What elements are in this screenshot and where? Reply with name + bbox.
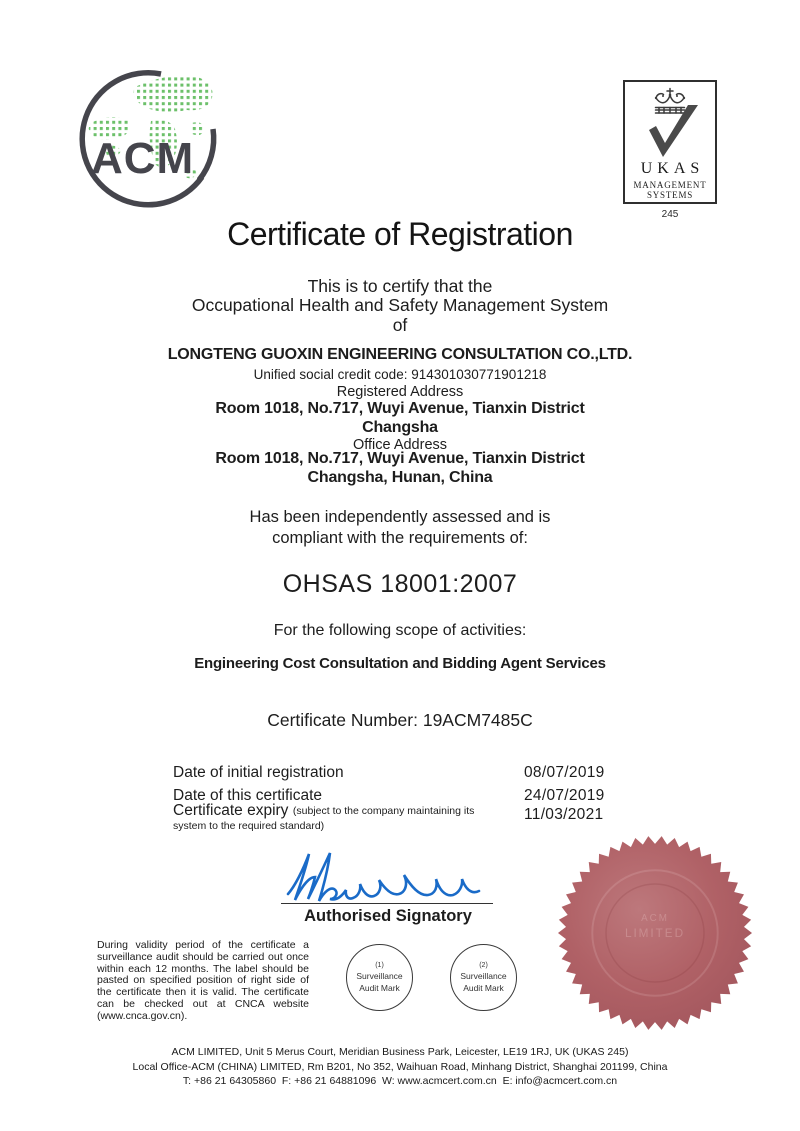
ukas-logo — [623, 80, 717, 220]
audit-mark-2-number: (2) — [479, 962, 488, 969]
ukas-logo-box — [623, 80, 717, 204]
intro-line-1: This is to certify that the — [307, 276, 493, 296]
date-initial-value: 08/07/2019 — [524, 764, 605, 781]
audit-mark-circle-2 — [450, 944, 517, 1011]
acm-logo — [75, 65, 275, 215]
audit-mark-1-line-2: Audit Mark — [359, 983, 400, 993]
footer — [10, 1045, 790, 1089]
expiry-label-text: Certificate expiry — [173, 802, 289, 819]
certificate-title: Certificate of Registration — [227, 216, 573, 252]
seal-embossed-line-1: ACM — [641, 913, 669, 925]
acm-logo-text: ACM — [91, 134, 195, 183]
registered-address-line-2: Changsha — [362, 419, 438, 436]
ukas-name: UKAS — [640, 160, 705, 177]
authorised-signatory-label: Authorised Signatory — [304, 907, 472, 925]
intro-line-2: Occupational Health and Safety Management System — [191, 295, 609, 315]
date-expiry-label — [173, 803, 508, 833]
date-initial-label: Date of initial registration — [173, 764, 344, 781]
ukas-management: MANAGEMENT — [633, 180, 707, 190]
date-certificate-value: 24/07/2019 — [524, 787, 605, 804]
ukas-number: 245 — [661, 209, 679, 220]
seal-embossed-line-2: LIMITED — [624, 926, 686, 940]
office-address-line-1: Room 1018, No.717, Wuyi Avenue, Tianxin District — [215, 450, 585, 467]
audit-mark-1-line-1: Surveillance — [356, 971, 403, 981]
audit-mark-2-line-1: Surveillance — [460, 971, 507, 981]
assessment-line-2: compliant with the requirements of: — [272, 529, 528, 547]
registered-address-label: Registered Address — [336, 384, 464, 400]
surveillance-note: During validity period of the certificate a surveillance audit should be carried out once within each 12 months. The label should be pasted on specified position of right side of the certificate then it is valid. The certificate can be checked out at CNCA website (www.cnca.gov.cn). — [97, 939, 309, 1022]
credit-code: Unified social credit code: 914301030771901218 — [253, 367, 547, 382]
company-name: LONGTENG GUOXIN ENGINEERING CONSULTATION CO.,LTD. — [167, 346, 633, 363]
signature-image — [283, 846, 488, 904]
assessment-line-1: Has been independently assessed and is — [249, 508, 551, 526]
audit-mark-2-line-2: Audit Mark — [463, 983, 504, 993]
office-address-line-2: Changsha, Hunan, China — [307, 469, 493, 486]
seal-starburst — [557, 835, 753, 1031]
footer-line-2: Local Office-ACM (CHINA) LIMITED, Rm B201, No 352, Waihuan Road, Minhang District, Shanghai 201199, China — [132, 1060, 668, 1073]
signature-line — [281, 903, 493, 904]
audit-mark-circle-1 — [346, 944, 413, 1011]
registered-address-line-1: Room 1018, No.717, Wuyi Avenue, Tianxin District — [215, 400, 585, 417]
date-expiry-value: 11/03/2021 — [524, 806, 604, 823]
ukas-systems: SYSTEMS — [646, 190, 694, 200]
scope-label: For the following scope of activities: — [273, 622, 527, 639]
expiry-note-text: (subject to the company maintaining its system to the required standard) — [173, 805, 475, 832]
audit-mark-1-number: (1) — [375, 962, 384, 969]
footer-line-3: T: +86 21 64305860 F: +86 21 64881096 W: www.acmcert.com.cn E: info@acmcert.com.cn — [182, 1075, 618, 1087]
office-address-label: Office Address — [352, 437, 448, 453]
scope-value: Engineering Cost Consultation and Bidding Agent Services — [194, 655, 606, 672]
checkmark-icon — [638, 103, 702, 159]
date-certificate-label: Date of this certificate — [173, 787, 323, 804]
footer-line-1: ACM LIMITED, Unit 5 Merus Court, Meridian Business Park, Leicester, LE19 1RJ, UK (UKAS 245) — [171, 1046, 629, 1058]
standard-name: OHSAS 18001:2007 — [282, 570, 518, 598]
certificate-number: Certificate Number: 19ACM7485C — [267, 710, 533, 730]
intro-line-3: of — [392, 315, 408, 335]
